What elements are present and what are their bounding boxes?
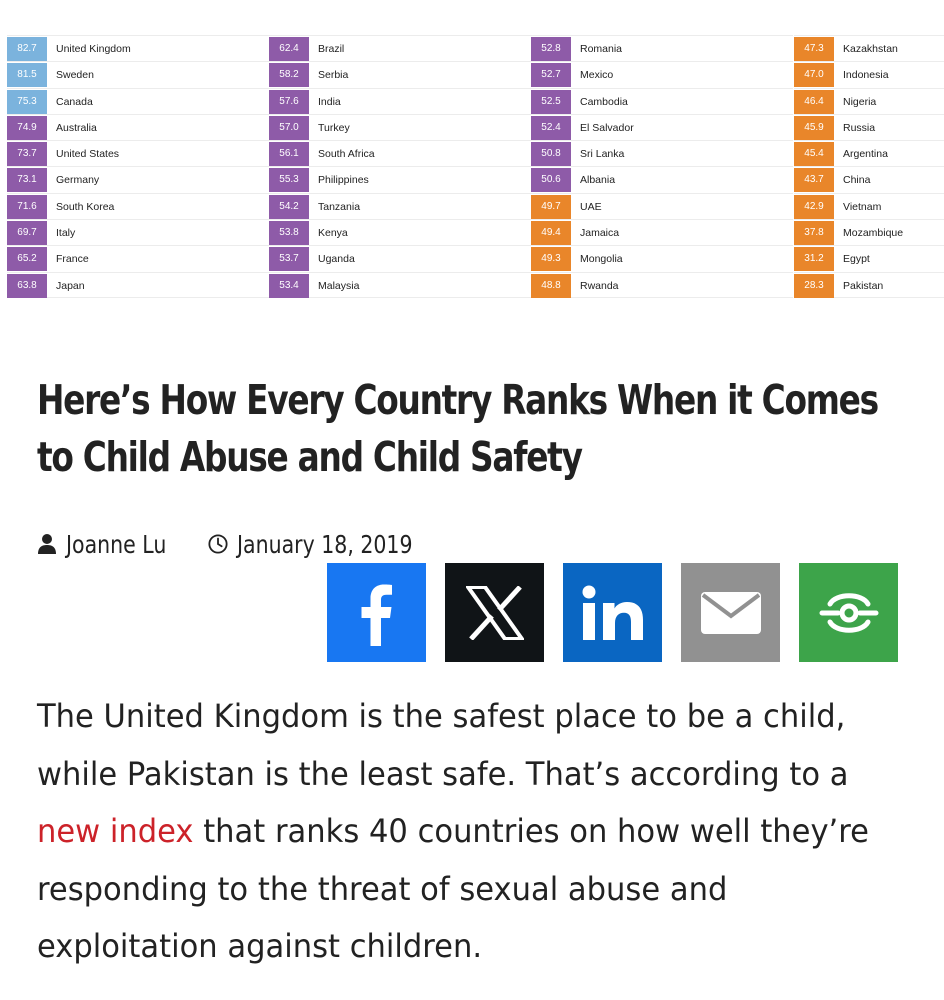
country-name: Romania xyxy=(580,43,623,55)
country-name: Mongolia xyxy=(580,253,623,266)
score-badge: 71.6 xyxy=(7,195,47,219)
ranking-row xyxy=(269,61,531,87)
country-name: Serbia xyxy=(318,69,349,82)
score-badge: 75.3 xyxy=(7,90,47,114)
ranking-row xyxy=(269,193,531,219)
country-name: South Africa xyxy=(318,148,375,161)
country-name: Tanzania xyxy=(318,200,361,213)
ranking-row xyxy=(531,88,793,114)
score-badge: 69.7 xyxy=(7,221,47,245)
score-badge: 50.6 xyxy=(531,168,571,192)
score-badge: 73.1 xyxy=(7,168,47,192)
score-badge: 31.2 xyxy=(794,247,834,271)
article-intro xyxy=(37,688,917,976)
country-ranking-table xyxy=(0,35,944,298)
score-badge: 42.9 xyxy=(794,195,834,219)
country-name: India xyxy=(318,95,341,108)
ranking-row xyxy=(531,193,793,219)
ranking-row xyxy=(794,193,944,219)
country-name: Italy xyxy=(56,227,76,240)
country-name: South Korea xyxy=(56,200,115,213)
ranking-row xyxy=(531,35,793,61)
facebook-icon xyxy=(347,578,407,648)
ranking-row xyxy=(794,219,944,245)
score-badge: 45.9 xyxy=(794,116,834,140)
score-badge: 62.4 xyxy=(269,37,309,61)
ranking-row xyxy=(269,219,531,245)
ranking-row xyxy=(531,219,793,245)
country-name: Rwanda xyxy=(580,279,619,292)
ranking-row xyxy=(794,245,944,271)
intro-text-end: that ranks 40 countries on how well they’re responding to the threat of sexual abuse and exploitation against children. xyxy=(37,812,869,965)
score-badge: 81.5 xyxy=(7,63,47,87)
ranking-row xyxy=(269,166,531,192)
country-name: Kazakhstan xyxy=(843,43,898,55)
ranking-row xyxy=(531,166,793,192)
country-name: Sri Lanka xyxy=(580,148,625,161)
score-badge: 58.2 xyxy=(269,63,309,87)
ranking-row xyxy=(7,245,269,271)
country-name: Mexico xyxy=(580,69,614,82)
ranking-row xyxy=(531,114,793,140)
ranking-row xyxy=(7,61,269,87)
user-icon xyxy=(37,533,57,555)
x-icon xyxy=(466,586,524,640)
ranking-row xyxy=(269,35,531,61)
ranking-row xyxy=(531,245,793,271)
ranking-row xyxy=(7,140,269,166)
ranking-row xyxy=(7,193,269,219)
author[interactable] xyxy=(37,530,196,559)
country-name: United States xyxy=(56,148,120,161)
ranking-row xyxy=(794,61,944,87)
score-badge: 55.3 xyxy=(269,168,309,192)
ranking-row xyxy=(794,35,944,61)
score-badge: 47.3 xyxy=(794,37,834,61)
publish-date xyxy=(196,530,437,559)
ranking-row xyxy=(794,140,944,166)
email-icon xyxy=(700,591,762,635)
country-name: Malaysia xyxy=(318,279,360,292)
country-name: Brazil xyxy=(318,43,345,55)
country-name: Albania xyxy=(580,174,616,187)
share-more-icon xyxy=(818,585,880,641)
ranking-row xyxy=(7,219,269,245)
country-name: Vietnam xyxy=(843,200,882,213)
score-badge: 53.8 xyxy=(269,221,309,245)
ranking-row xyxy=(7,88,269,114)
country-name: Kenya xyxy=(318,227,348,240)
country-name: El Salvador xyxy=(580,121,634,134)
country-name: Jamaica xyxy=(580,227,620,240)
country-name: Australia xyxy=(56,121,97,134)
score-badge: 43.7 xyxy=(794,168,834,192)
score-badge: 49.3 xyxy=(531,247,571,271)
country-name: Canada xyxy=(56,95,93,108)
country-name: Indonesia xyxy=(843,69,889,82)
ranking-row xyxy=(531,61,793,87)
score-badge: 49.4 xyxy=(531,221,571,245)
score-badge: 37.8 xyxy=(794,221,834,245)
score-badge: 52.5 xyxy=(531,90,571,114)
score-badge: 52.7 xyxy=(531,63,571,87)
country-name: Egypt xyxy=(843,253,870,266)
country-name: Philippines xyxy=(318,174,369,187)
score-badge: 73.7 xyxy=(7,142,47,166)
ranking-row xyxy=(7,114,269,140)
score-badge: 56.1 xyxy=(269,142,309,166)
more-share-button[interactable] xyxy=(799,563,898,662)
country-name: United Kingdom xyxy=(56,43,131,55)
score-badge: 50.8 xyxy=(531,142,571,166)
score-badge: 63.8 xyxy=(7,274,47,298)
score-badge: 46.4 xyxy=(794,90,834,114)
country-name: Nigeria xyxy=(843,95,877,108)
author-name[interactable]: Joanne Lu xyxy=(66,529,167,559)
ranking-row xyxy=(269,88,531,114)
ranking-row xyxy=(794,272,944,298)
country-name: Pakistan xyxy=(843,279,884,292)
score-badge: 47.0 xyxy=(794,63,834,87)
ranking-row xyxy=(794,88,944,114)
score-badge: 52.4 xyxy=(531,116,571,140)
new-index-link[interactable]: new index xyxy=(37,812,194,850)
score-badge: 45.4 xyxy=(794,142,834,166)
score-badge: 53.4 xyxy=(269,274,309,298)
country-name: Russia xyxy=(843,121,876,134)
score-badge: 53.7 xyxy=(269,247,309,271)
country-name: Cambodia xyxy=(580,95,628,108)
score-badge: 57.6 xyxy=(269,90,309,114)
ranking-row xyxy=(531,140,793,166)
score-badge: 74.9 xyxy=(7,116,47,140)
score-badge: 52.8 xyxy=(531,37,571,61)
ranking-row xyxy=(531,272,793,298)
ranking-column xyxy=(794,35,944,298)
facebook-share-button[interactable] xyxy=(327,563,426,662)
ranking-row xyxy=(7,35,269,61)
country-name: Uganda xyxy=(318,253,355,266)
ranking-row xyxy=(269,114,531,140)
country-name: Argentina xyxy=(843,148,888,161)
ranking-row xyxy=(269,272,531,298)
ranking-row xyxy=(7,166,269,192)
country-name: Sweden xyxy=(56,69,94,82)
ranking-row xyxy=(7,272,269,298)
country-name: Mozambique xyxy=(843,227,904,240)
date-text: January 18, 2019 xyxy=(237,529,413,559)
country-name: Turkey xyxy=(318,121,350,134)
ranking-row xyxy=(269,245,531,271)
linkedin-icon xyxy=(582,585,644,641)
intro-text-start: The United Kingdom is the safest place to be a child, while Pakistan is the least safe. That’s according to a xyxy=(37,697,849,793)
score-badge: 48.8 xyxy=(531,274,571,298)
ranking-row xyxy=(269,140,531,166)
country-name: France xyxy=(56,253,89,266)
byline xyxy=(37,528,437,560)
score-badge: 57.0 xyxy=(269,116,309,140)
country-name: Germany xyxy=(56,174,100,187)
score-badge: 28.3 xyxy=(794,274,834,298)
score-badge: 65.2 xyxy=(7,247,47,271)
email-share-button[interactable] xyxy=(681,563,780,662)
score-badge: 49.7 xyxy=(531,195,571,219)
linkedin-share-button[interactable] xyxy=(563,563,662,662)
country-name: China xyxy=(843,174,871,187)
score-badge: 82.7 xyxy=(7,37,47,61)
ranking-column xyxy=(7,35,269,298)
clock-icon xyxy=(208,533,228,555)
ranking-column xyxy=(269,35,531,298)
country-name: UAE xyxy=(580,200,602,213)
ranking-row xyxy=(794,166,944,192)
country-name: Japan xyxy=(56,279,85,292)
article-headline: Here’s How Every Country Ranks When it Comes to Child Abuse and Child Safety xyxy=(37,376,878,481)
ranking-column xyxy=(531,35,793,298)
ranking-row xyxy=(794,114,944,140)
share-bar xyxy=(327,563,898,662)
x-share-button[interactable] xyxy=(445,563,544,662)
score-badge: 54.2 xyxy=(269,195,309,219)
